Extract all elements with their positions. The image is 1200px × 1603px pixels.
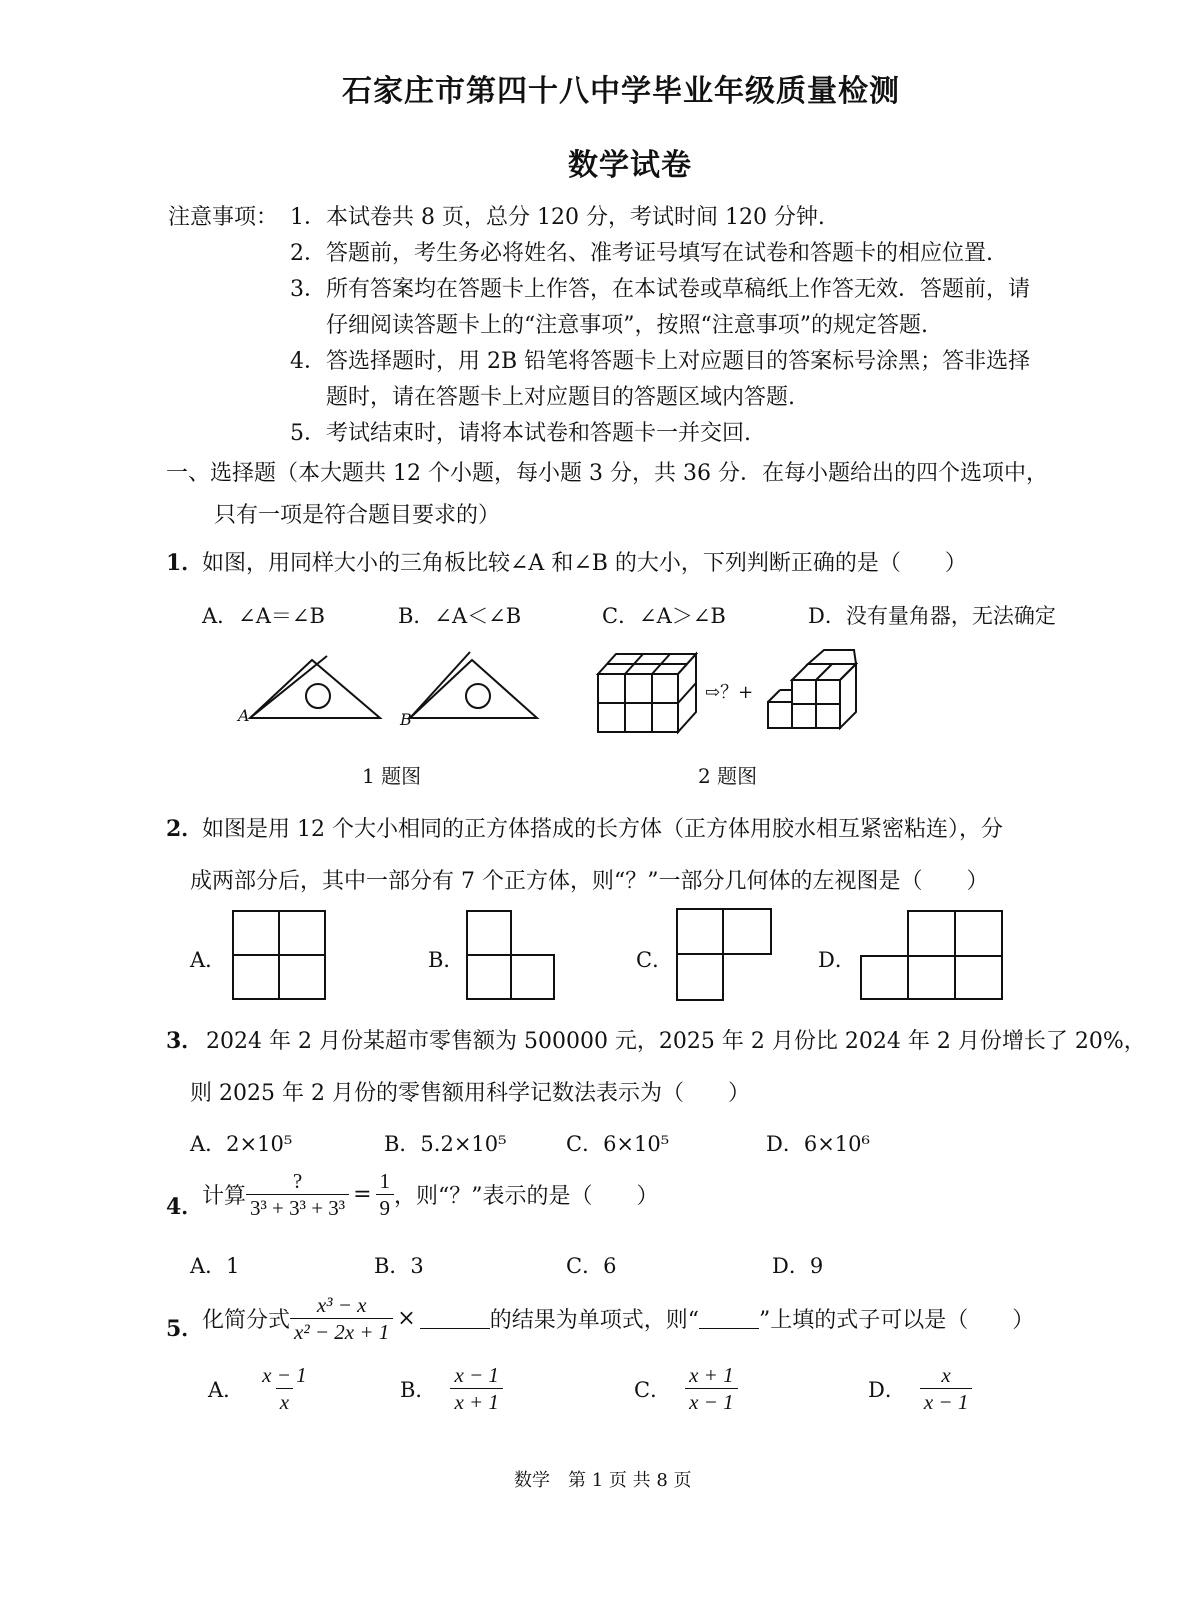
notice-item-3-cont: 仔细阅读答题卡上的“注意事项”，按照“注意事项”的规定答题.	[326, 313, 928, 338]
q5-line	[202, 1292, 1034, 1345]
q5-option-c	[634, 1362, 738, 1415]
q1-text: 如图，用同样大小的三角板比较∠A 和∠B 的大小，下列判断正确的是（ ）	[202, 551, 967, 576]
q5-pre: 化简分式	[202, 1308, 291, 1333]
q2-option-a: A．	[190, 948, 227, 972]
q5-frac-num: x³ − x	[316, 1293, 367, 1317]
q1-option-b: B．∠A＜∠B	[398, 604, 522, 628]
q2-option-c: C．	[636, 948, 674, 972]
q3-text-line2: 则 2025 年 2 月份的零售额用科学记数法表示为（ ）	[190, 1081, 750, 1106]
q2-text-line2: 成两部分后，其中一部分有 7 个正方体，则“？”一部分几何体的左视图是（ ）	[190, 869, 989, 894]
q5-frac-den: x² − 2x + 1	[290, 1318, 393, 1345]
notice-item-4-cont: 题时，请在答题卡上对应题目的答题区域内答题.	[326, 385, 795, 410]
q4-frac-den: 3³ + 3³ + 3³	[246, 1194, 349, 1221]
q5-blank-2	[699, 1308, 759, 1329]
q5-option-d-label: D．	[868, 1377, 906, 1402]
q5-post: ”上填的式子可以是（ ）	[758, 1308, 1035, 1333]
exam-subtitle: 数学试卷	[568, 148, 692, 183]
notice-item-5: 5．考试结束时，请将本试卷和答题卡一并交回.	[290, 421, 751, 446]
q5-blank-1	[420, 1308, 490, 1329]
q5-option-a-num: x − 1	[262, 1363, 307, 1387]
q5-option-b	[400, 1362, 503, 1415]
exam-title: 石家庄市第四十八中学毕业年级质量检测	[342, 74, 900, 109]
q2-option-c-view	[676, 908, 776, 1003]
q5-option-d-den: x − 1	[920, 1388, 973, 1415]
q1-option-d: D．没有量角器，无法确定	[808, 604, 1056, 628]
q3-option-c: C．6×10⁵	[566, 1132, 670, 1156]
notice-label: 注意事项：	[168, 205, 279, 230]
q5-option-b-den: x + 1	[450, 1388, 503, 1415]
q1-option-a: A．∠A＝∠B	[202, 604, 325, 628]
notice-item-2: 2．答题前，考生务必将姓名、准考证号填写在试卷和答题卡的相应位置.	[290, 241, 993, 266]
q3-option-d: D．6×10⁶	[766, 1132, 870, 1156]
notice-item-3: 3．所有答案均在答题卡上作答，在本试卷或草稿纸上作答无效．答题前，请	[290, 277, 1030, 302]
q4-rhs-fraction	[376, 1168, 395, 1221]
notice-item-4: 4．答选择题时，用 2B 铅笔将答题卡上对应题目的答案标号涂黑；答非选择	[290, 349, 1031, 374]
q4-frac-num: ?	[292, 1169, 303, 1193]
q5-option-a-label: A．	[208, 1377, 245, 1402]
section-heading-cont: 只有一项是符合题目要求的）	[214, 503, 501, 528]
q5-option-b-fraction	[450, 1362, 503, 1415]
q5-option-b-label: B．	[400, 1377, 437, 1402]
q5-option-a-den: x	[276, 1388, 293, 1415]
q2-option-d-view	[860, 910, 1005, 1002]
q5-option-d	[868, 1362, 972, 1415]
q5-number: 5．	[166, 1316, 204, 1342]
q2-option-b: B．	[428, 948, 465, 972]
q5-fraction	[290, 1292, 393, 1345]
q4-line	[202, 1168, 659, 1221]
q5-option-c-num: x + 1	[689, 1363, 734, 1387]
q4-option-c: C．6	[566, 1254, 617, 1278]
q2-text-line1: 如图是用 12 个大小相同的正方体搭成的长方体（正方体用胶水相互紧密粘连），分	[202, 817, 1003, 842]
q5-option-a	[208, 1362, 311, 1415]
figure-2-arrow: ⇨？+	[705, 682, 754, 703]
q2-option-b-view	[466, 910, 558, 1002]
figure-1-triangles	[232, 650, 552, 740]
q4-option-a: A．1	[190, 1254, 240, 1278]
q4-number: 4．	[166, 1194, 204, 1220]
q5-option-d-num: x	[941, 1363, 951, 1387]
q5-option-a-fraction	[258, 1362, 311, 1415]
q5-option-c-den: x − 1	[685, 1388, 738, 1415]
q2-option-a-view	[232, 910, 332, 1002]
q5-times: ×	[397, 1306, 416, 1331]
q4-option-d: D．9	[772, 1254, 824, 1278]
q5-option-d-fraction	[920, 1362, 973, 1415]
figure-2-caption: 2 题图	[698, 764, 758, 788]
q2-option-d: D．	[818, 948, 856, 972]
notice-item-1: 1．本试卷共 8 页，总分 120 分，考试时间 120 分钟.	[290, 205, 825, 230]
angle-a-label: A	[238, 706, 250, 725]
q5-option-b-num: x − 1	[454, 1363, 499, 1387]
q5-option-c-fraction	[685, 1362, 738, 1415]
q4-equals: =	[353, 1182, 372, 1207]
q3-text-line1: 2024 年 2 月份某超市零售额为 500000 元，2025 年 2 月份比 2024 年 2 月份增长了 20%，	[206, 1029, 1146, 1054]
q4-fraction	[246, 1168, 349, 1221]
page-footer: 数学 第 1 页 共 8 页	[514, 1470, 692, 1491]
q4-option-b: B．3	[374, 1254, 424, 1278]
q2-number: 2．	[166, 816, 204, 842]
q1-number: 1．	[166, 550, 204, 576]
figure-1-caption: 1 题图	[362, 764, 422, 788]
q3-number: 3．	[166, 1028, 204, 1054]
q5-option-c-label: C．	[634, 1377, 672, 1402]
angle-b-label: B	[400, 710, 412, 729]
q5-mid: 的结果为单项式，则“	[489, 1308, 699, 1333]
q4-rhs-num: 1	[379, 1169, 391, 1193]
section-heading: 一、选择题（本大题共 12 个小题，每小题 3 分，共 36 分．在每小题给出的四个选项中，	[166, 461, 1048, 486]
q3-option-a: A．2×10⁵	[190, 1132, 293, 1156]
q4-rhs-den: 9	[376, 1194, 395, 1221]
q1-option-c: C．∠A＞∠B	[602, 604, 726, 628]
q4-pre: 计算	[202, 1184, 247, 1209]
q4-post: ，则“？”表示的是（ ）	[394, 1184, 659, 1209]
q3-option-b: B．5.2×10⁵	[384, 1132, 507, 1156]
